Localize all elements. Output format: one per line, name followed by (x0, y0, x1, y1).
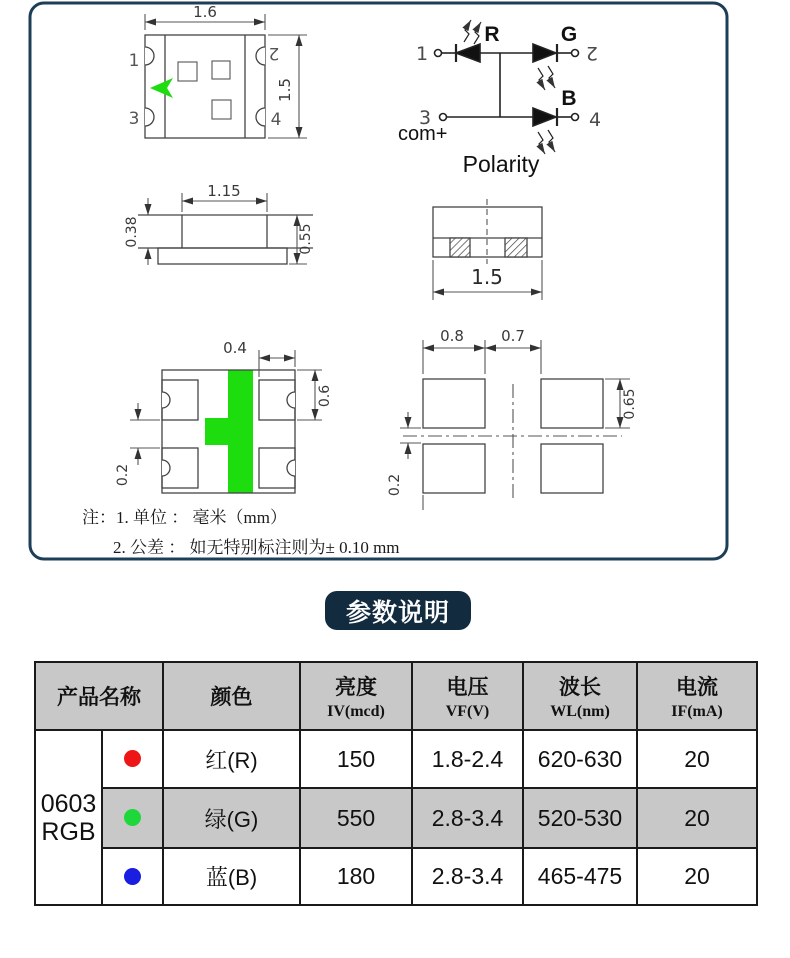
polarity-caption: Polarity (462, 151, 540, 177)
pin-3-label: 3 (128, 109, 140, 129)
diode-red (456, 44, 480, 62)
pin-1-label: 1 (128, 51, 140, 71)
pad-layout-left-drawing (115, 339, 333, 493)
spec-table (34, 661, 758, 906)
dim-label-top-height: 1.5 (276, 78, 294, 102)
note-units: 注：1. 单位 ： 毫米（mm） (82, 508, 287, 527)
wl-red: 620-630 (523, 730, 637, 788)
top-view-drawing (129, 3, 307, 138)
terminal-hatch-right (505, 238, 527, 257)
green-polarity-marker (150, 78, 173, 98)
dot-cell-blue (102, 848, 163, 905)
terminal-hatch-left (450, 238, 470, 257)
color-name-red: 红(R) (163, 730, 300, 788)
pad-layout-right-drawing (387, 327, 638, 510)
spec-row-blue (35, 848, 757, 905)
vf-green: 2.8-3.4 (412, 788, 523, 848)
dim-label-upper-height: 0.38 (124, 216, 140, 248)
pin-2-label: 2 (268, 43, 280, 63)
section-title-badge: 参数说明 (325, 591, 471, 630)
if-blue: 20 (637, 848, 757, 905)
dot-cell-green (102, 788, 163, 848)
vf-red: 1.8-2.4 (412, 730, 523, 788)
header-voltage: 电压 VF(V) (412, 662, 523, 730)
dim-label-pad-gap: 0.7 (501, 327, 525, 345)
color-name-blue: 蓝(B) (163, 848, 300, 905)
led-g-label: G (560, 23, 578, 46)
dim-label-pad-height-right: 0.65 (622, 388, 638, 420)
dim-label-pad-width: 0.8 (440, 327, 464, 345)
header-color-label: 颜色 (210, 685, 253, 709)
vf-blue: 2.8-3.4 (412, 848, 523, 905)
dim-label-pad-height-left: 0.6 (317, 384, 333, 408)
header-color (163, 662, 300, 730)
header-product-label: 产品名称 (57, 685, 141, 709)
spec-row-red (35, 730, 757, 788)
dim-label-bar-width: 0.4 (223, 339, 247, 357)
spec-row-green (35, 788, 757, 848)
color-name-green: 绿(G) (163, 788, 300, 848)
green-cathode-tab (205, 418, 228, 445)
led-b-label: B (561, 87, 577, 110)
circuit-diagram (398, 20, 601, 177)
dot-cell-red (102, 730, 163, 788)
iv-red: 150 (300, 730, 412, 788)
dim-label-total-height: 0.55 (298, 223, 314, 255)
circuit-pin-3: 3 (418, 107, 432, 129)
red-color-dot (124, 750, 141, 767)
dim-label-lens-width: 1.15 (207, 182, 241, 200)
green-cathode-bar (228, 370, 253, 493)
green-color-dot (124, 809, 141, 826)
circuit-pin-4: 4 (588, 109, 602, 131)
blue-color-dot (124, 868, 141, 885)
dim-label-gap-left: 0.2 (115, 463, 131, 487)
pin-4-label: 4 (270, 110, 282, 130)
dim-label-row-gap: 0.2 (387, 473, 403, 497)
bottom-view-drawing (433, 199, 542, 300)
if-red: 20 (637, 730, 757, 788)
side-view-drawing (124, 182, 314, 265)
iv-blue: 180 (300, 848, 412, 905)
circuit-pin-1: 1 (415, 43, 429, 65)
diode-blue (533, 108, 556, 126)
panel-border (30, 3, 727, 559)
iv-green: 550 (300, 788, 412, 848)
header-product (35, 662, 163, 730)
circuit-pin-2: 2 (585, 42, 599, 64)
light-emission-arrows (464, 20, 555, 154)
dim-label-bottom-width: 1.5 (471, 265, 503, 289)
header-wavelength: 波长 WL(nm) (523, 662, 637, 730)
note-tolerance: 2. 公差 ： 如无特别标注则为± 0.10 mm (113, 538, 400, 557)
wl-blue: 465-475 (523, 848, 637, 905)
common-anode-label: com+ (398, 123, 448, 145)
product-name-cell: 0603 RGB (35, 730, 102, 905)
if-green: 20 (637, 788, 757, 848)
dim-label-top-width: 1.6 (193, 3, 217, 21)
header-brightness: 亮度 IV(mcd) (300, 662, 412, 730)
wl-green: 520-530 (523, 788, 637, 848)
spec-header-row (35, 662, 757, 730)
header-current: 电流 IF(mA) (637, 662, 757, 730)
led-r-label: R (484, 23, 500, 46)
diode-green (533, 44, 556, 62)
